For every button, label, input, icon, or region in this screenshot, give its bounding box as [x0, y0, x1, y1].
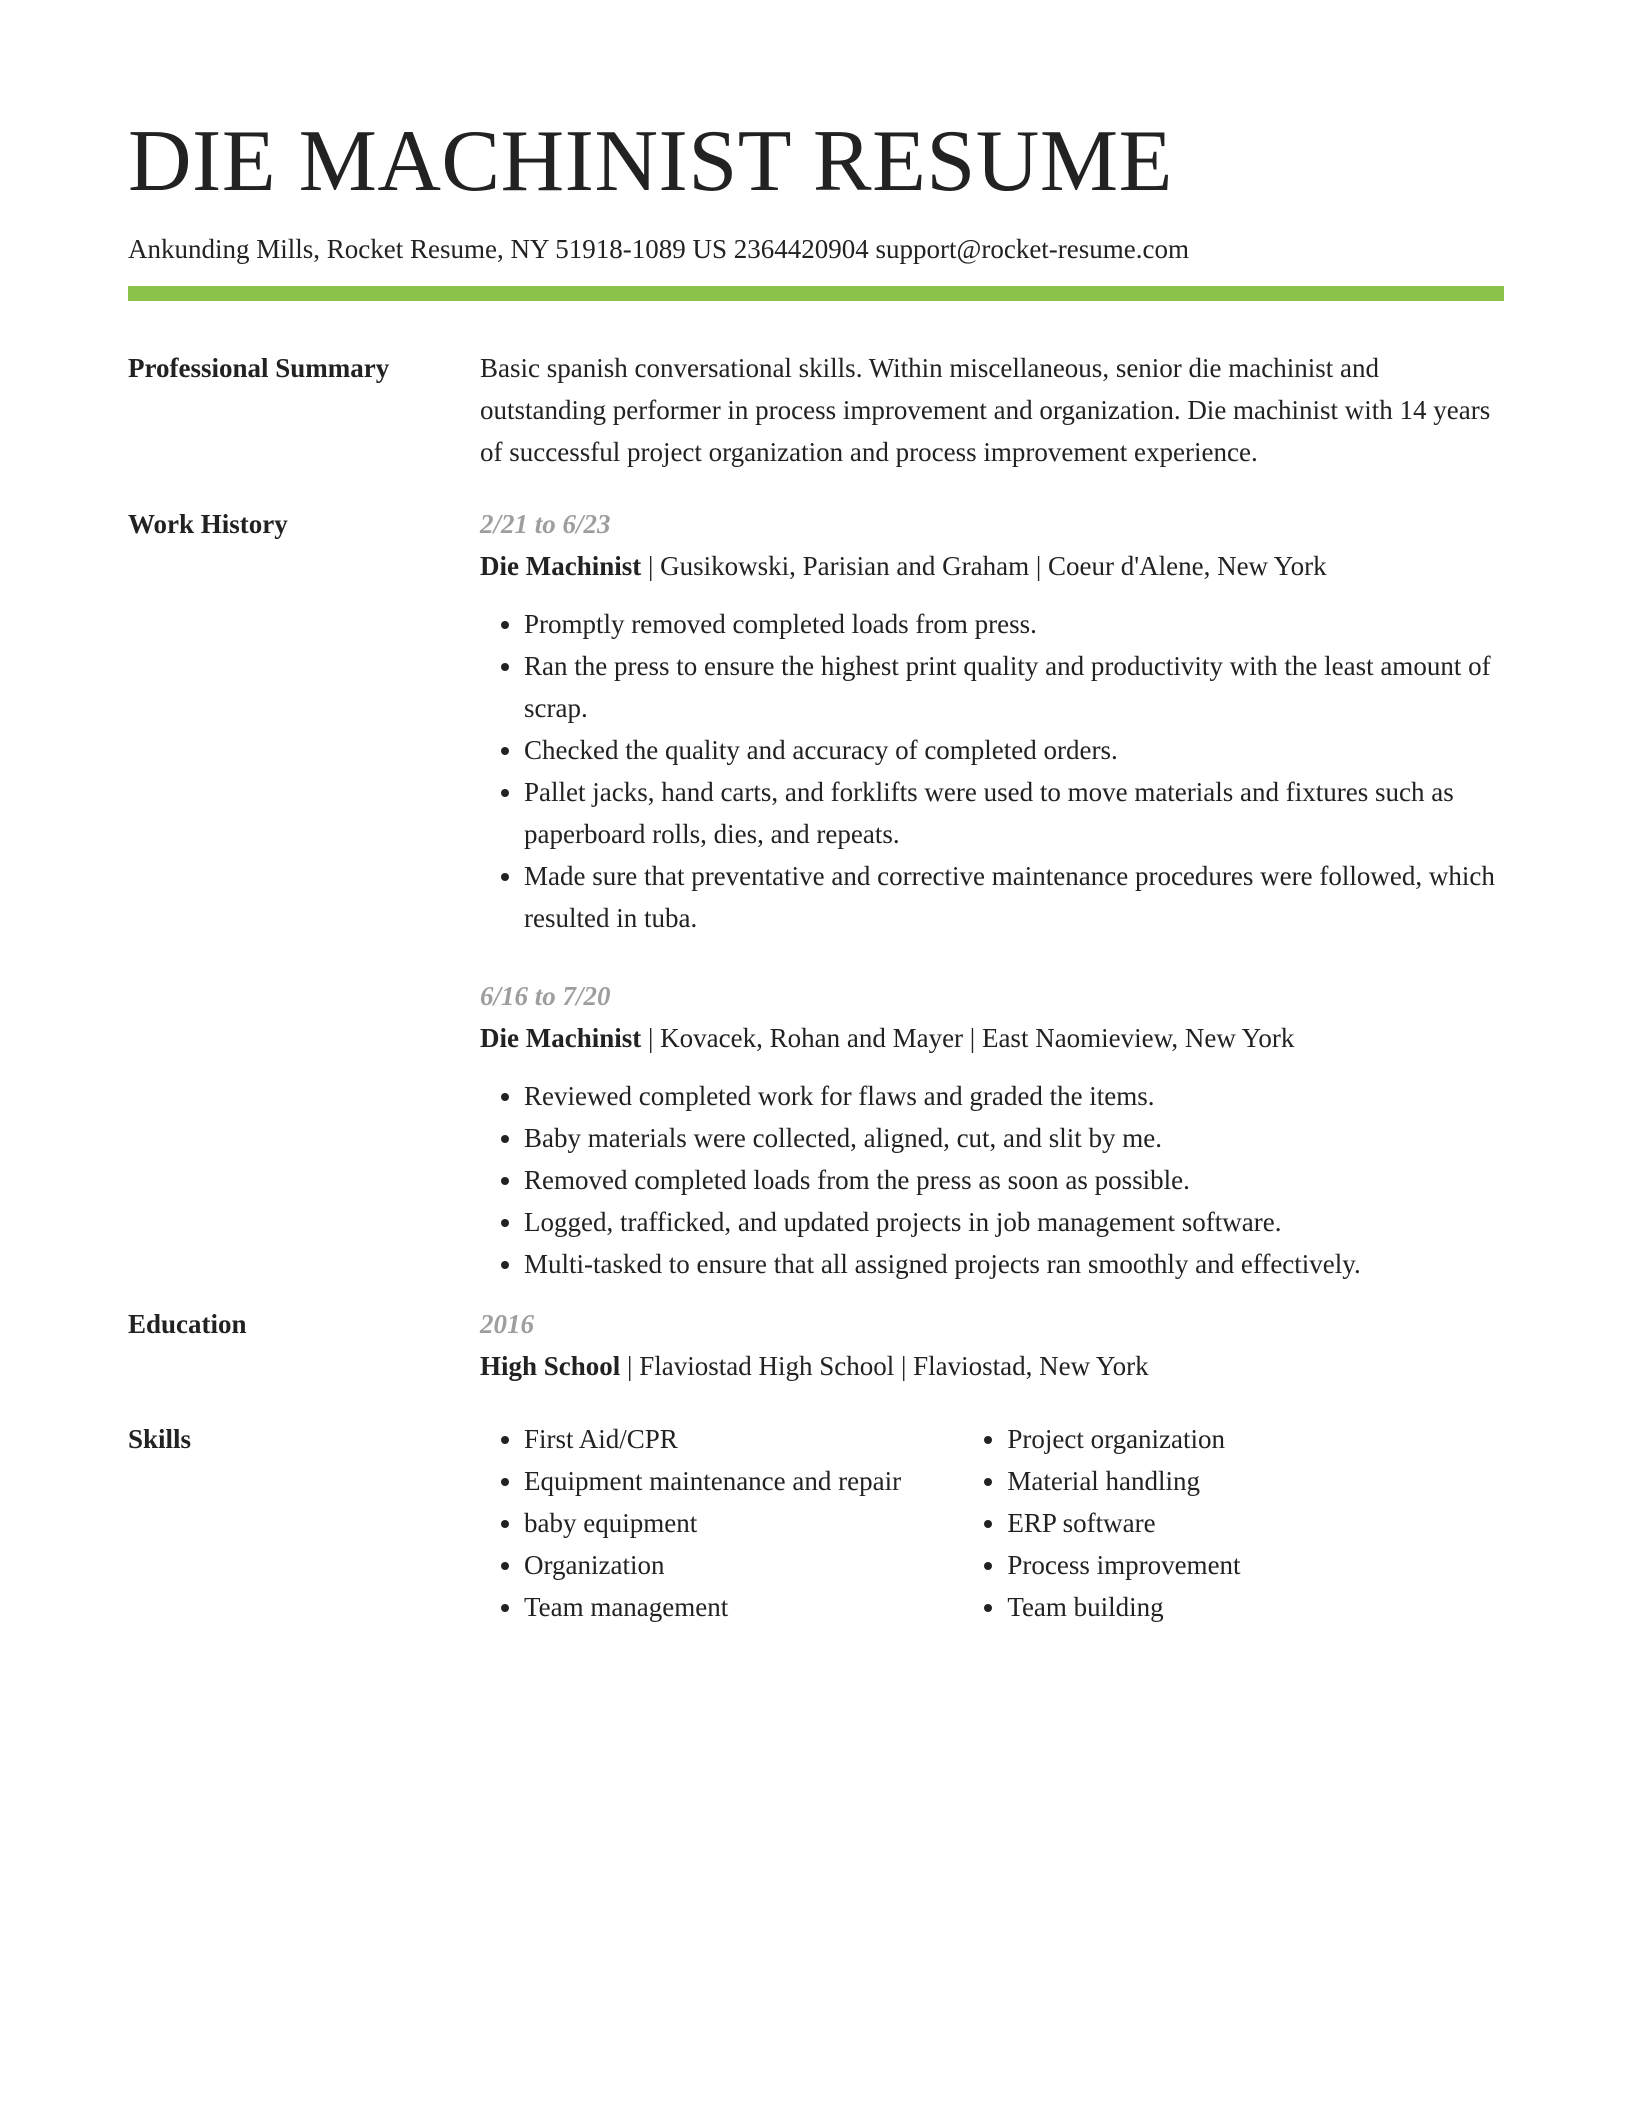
list-item: • Team building: [1007, 1586, 1504, 1628]
education-line: [480, 1345, 1504, 1387]
education-details: | Flaviostad High School | Flaviostad, New York: [620, 1351, 1149, 1381]
education-year: 2016: [480, 1309, 534, 1339]
list-item: • ERP software: [1007, 1502, 1504, 1544]
job-dates: 6/16 to 7/20: [480, 981, 611, 1011]
list-item: • Reviewed completed work for flaws and graded the items.: [524, 1075, 1504, 1117]
job-role-line: [480, 1017, 1504, 1059]
list-item: • Ran the press to ensure the highest print quality and productivity with the least amount of scrap.: [524, 645, 1504, 729]
accent-divider: [128, 286, 1504, 301]
list-item: • Material handling: [1007, 1460, 1504, 1502]
job-entry: [480, 503, 1504, 939]
list-item: • Multi-tasked to ensure that all assigned projects ran smoothly and effectively.: [524, 1243, 1504, 1285]
resume-title: DIE MACHINIST RESUME: [128, 113, 1173, 210]
education-body: [480, 1303, 1504, 1387]
list-item: • Baby materials were collected, aligned, cut, and slit by me.: [524, 1117, 1504, 1159]
job-role-line: [480, 545, 1504, 587]
education-label: Education: [128, 1309, 247, 1339]
list-item: • Project organization: [1007, 1418, 1504, 1460]
list-item: • Promptly removed completed loads from press.: [524, 603, 1504, 645]
summary-text: Basic spanish conversational skills. Within miscellaneous, senior die machinist and outstanding performer in process improvement and organization. Die machinist with 14 years of successful project organization and process improvement experience.: [480, 353, 1491, 467]
list-item: • Process improvement: [1007, 1544, 1504, 1586]
list-item: • Logged, trafficked, and updated projects in job management software.: [524, 1201, 1504, 1243]
job-title: Die Machinist: [480, 551, 642, 581]
skills-body: [480, 1418, 1504, 1628]
list-item: • Removed completed loads from the press as soon as possible.: [524, 1159, 1504, 1201]
job-entry: [480, 975, 1504, 1285]
summary-body: [480, 347, 1504, 473]
job-title: Die Machinist: [480, 1023, 642, 1053]
work-history-label: Work History: [128, 509, 288, 539]
skills-label: Skills: [128, 1424, 192, 1454]
skills-column-1: [480, 1418, 963, 1628]
contact-line: Ankunding Mills, Rocket Resume, NY 51918-1089 US 2364420904 support@rocket-resume.com: [128, 234, 1190, 264]
list-item: • First Aid/CPR: [524, 1418, 963, 1460]
education-degree: High School: [480, 1351, 621, 1381]
list-item: • Pallet jacks, hand carts, and forklifts were used to move materials and fixtures such as paperboard rolls, dies, and repeats.: [524, 771, 1504, 855]
job-details: | Gusikowski, Parisian and Graham | Coeur d'Alene, New York: [641, 551, 1327, 581]
summary-label: Professional Summary: [128, 353, 390, 383]
job-dates: 2/21 to 6/23: [480, 509, 611, 539]
job-bullets: [480, 603, 1504, 939]
job-bullets: [480, 1075, 1504, 1285]
list-item: • Made sure that preventative and corrective maintenance procedures were followed, which resulted in tuba.: [524, 855, 1504, 939]
skills-column-2: [963, 1418, 1504, 1628]
list-item: • baby equipment: [524, 1502, 963, 1544]
list-item: • Team management: [524, 1586, 963, 1628]
job-details: | Kovacek, Rohan and Mayer | East Naomieview, New York: [641, 1023, 1295, 1053]
skills-columns: [480, 1418, 1504, 1628]
list-item: • Equipment maintenance and repair: [524, 1460, 963, 1502]
list-item: • Organization: [524, 1544, 963, 1586]
work-history-body: [480, 503, 1504, 1285]
list-item: • Checked the quality and accuracy of completed orders.: [524, 729, 1504, 771]
